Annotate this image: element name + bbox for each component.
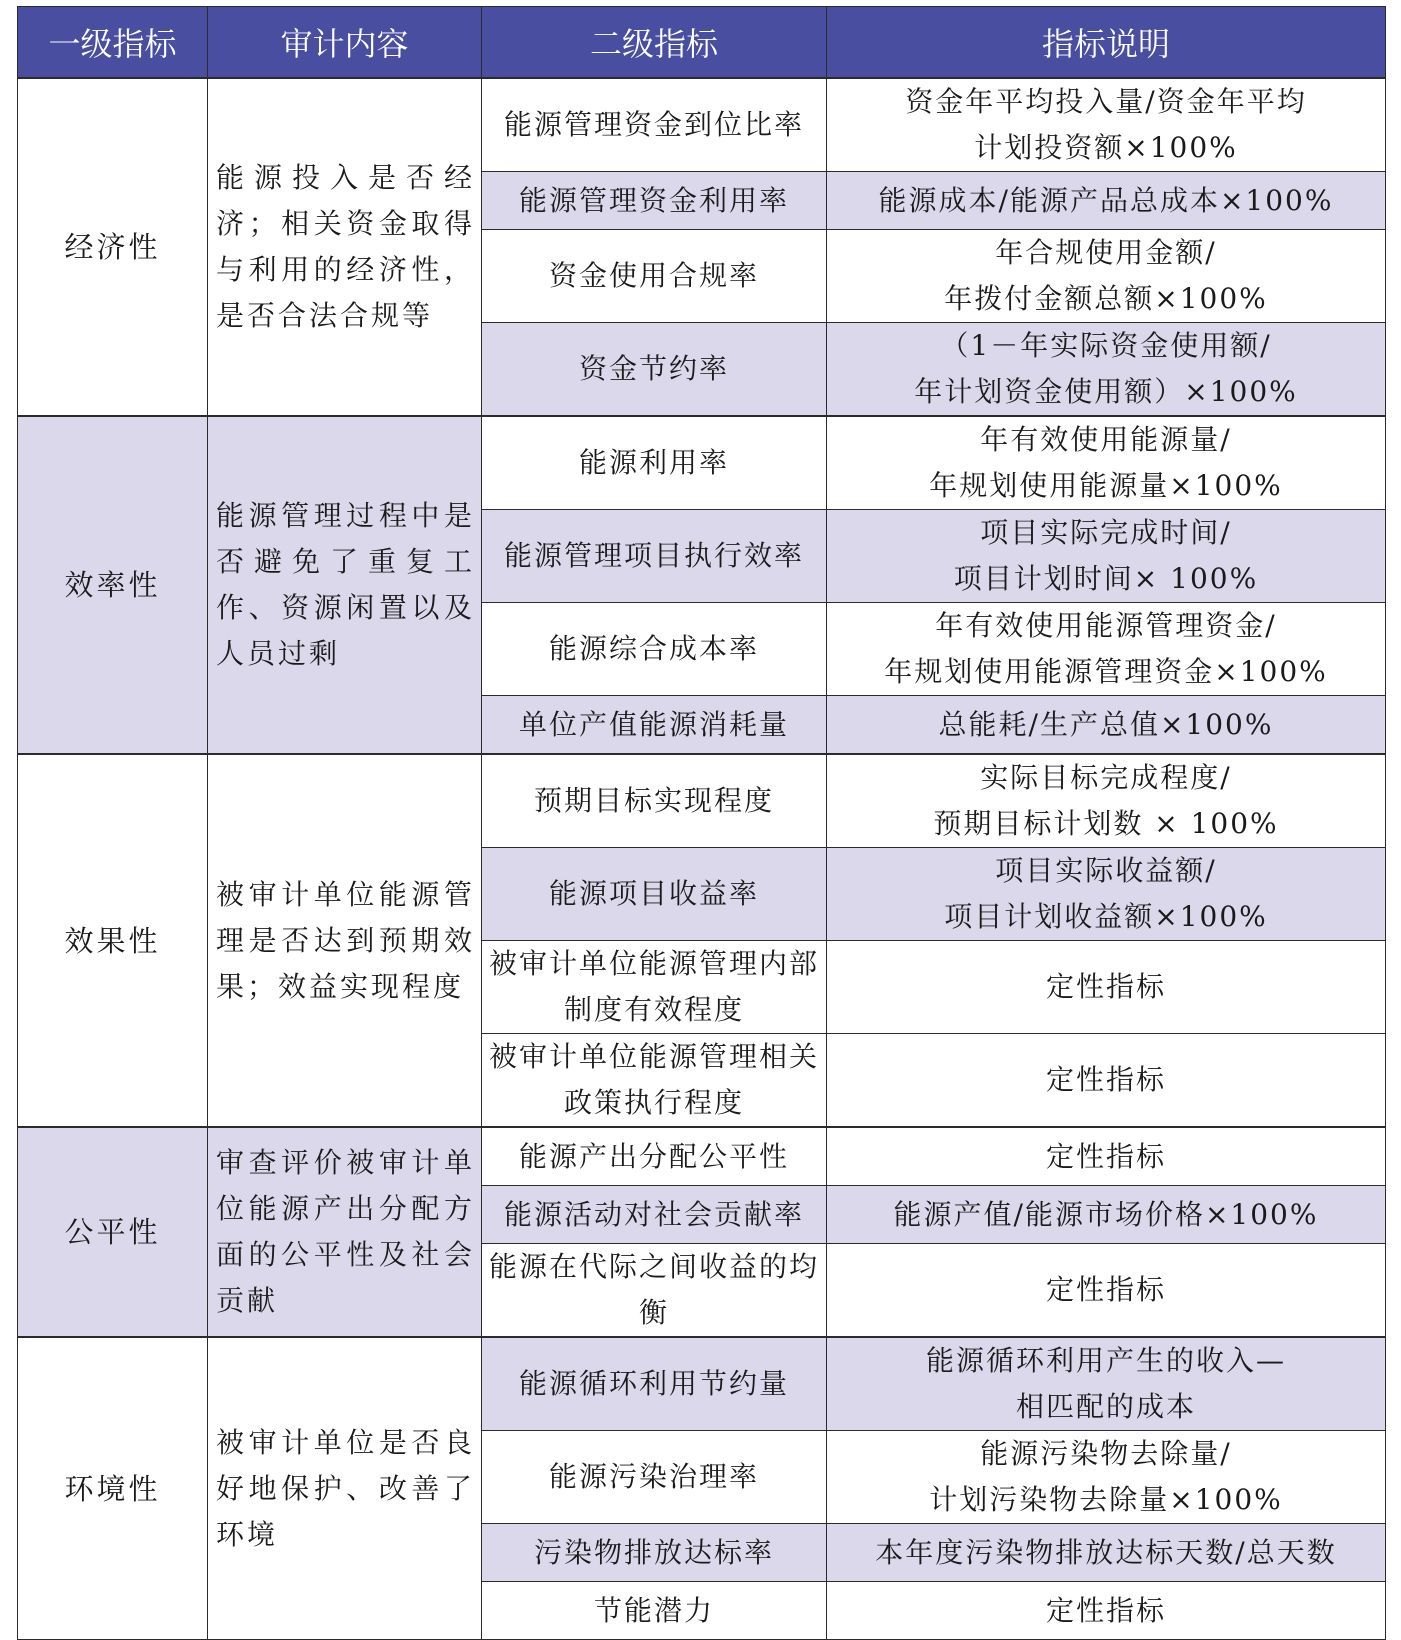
description-cell: 实际目标完成程度/ 预期目标计划数 × 100% [827, 754, 1386, 848]
audit-content-cell: 审查评价被审计单位能源产出分配方面的公平性及社会贡献 [208, 1127, 482, 1337]
table-row [18, 416, 1386, 510]
level2-cell: 单位产值能源消耗量 [482, 696, 827, 755]
level2-cell: 资金节约率 [482, 323, 827, 417]
audit-content-cell: 被审计单位是否良好地保护、改善了环境 [208, 1337, 482, 1640]
level2-cell: 能源循环利用节约量 [482, 1337, 827, 1431]
description-cell: 能源循环利用产生的收入— 相匹配的成本 [827, 1337, 1386, 1431]
audit-content-cell: 能源管理过程中是否避免了重复工作、资源闲置以及人员过剩 [208, 416, 482, 754]
audit-content-cell: 被审计单位能源管理是否达到预期效果；效益实现程度 [208, 754, 482, 1127]
description-cell: 年有效使用能源量/ 年规划使用能源量×100% [827, 416, 1386, 510]
audit-indicator-table [17, 6, 1386, 1640]
description-cell: 定性指标 [827, 1127, 1386, 1186]
level2-cell: 能源综合成本率 [482, 603, 827, 696]
description-cell: 本年度污染物排放达标天数/总天数 [827, 1524, 1386, 1582]
header-audit-content: 审计内容 [208, 7, 482, 79]
level2-cell: 能源活动对社会贡献率 [482, 1186, 827, 1244]
level2-cell: 能源利用率 [482, 416, 827, 510]
level2-cell: 资金使用合规率 [482, 230, 827, 323]
description-cell: 年有效使用能源管理资金/ 年规划使用能源管理资金×100% [827, 603, 1386, 696]
description-cell: （1－年实际资金使用额/ 年计划资金使用额）×100% [827, 323, 1386, 417]
level2-cell: 能源管理项目执行效率 [482, 510, 827, 603]
description-cell: 项目实际收益额/ 项目计划收益额×100% [827, 848, 1386, 941]
description-cell: 定性指标 [827, 1582, 1386, 1640]
table-row [18, 1127, 1386, 1186]
level2-cell: 能源管理资金利用率 [482, 172, 827, 230]
level1-cell: 公平性 [18, 1127, 208, 1337]
level1-cell: 经济性 [18, 78, 208, 416]
table-header-row [18, 7, 1386, 79]
table-row [18, 1337, 1386, 1431]
level2-cell: 被审计单位能源管理内部制度有效程度 [482, 941, 827, 1034]
level2-cell: 能源管理资金到位比率 [482, 78, 827, 172]
description-cell: 定性指标 [827, 1244, 1386, 1338]
level1-cell: 效率性 [18, 416, 208, 754]
table-row [18, 78, 1386, 172]
level1-cell: 效果性 [18, 754, 208, 1127]
description-cell: 总能耗/生产总值×100% [827, 696, 1386, 755]
description-cell: 资金年平均投入量/资金年平均 计划投资额×100% [827, 78, 1386, 172]
description-cell: 定性指标 [827, 1034, 1386, 1128]
header-level2: 二级指标 [482, 7, 827, 79]
header-description: 指标说明 [827, 7, 1386, 79]
header-level1: 一级指标 [18, 7, 208, 79]
description-cell: 能源成本/能源产品总成本×100% [827, 172, 1386, 230]
level2-cell: 能源污染治理率 [482, 1431, 827, 1524]
level2-cell: 污染物排放达标率 [482, 1524, 827, 1582]
description-cell: 能源产值/能源市场价格×100% [827, 1186, 1386, 1244]
audit-content-cell: 能源投入是否经济；相关资金取得与利用的经济性，是否合法合规等 [208, 78, 482, 416]
level2-cell: 被审计单位能源管理相关政策执行程度 [482, 1034, 827, 1128]
level2-cell: 能源产出分配公平性 [482, 1127, 827, 1186]
description-cell: 项目实际完成时间/ 项目计划时间× 100% [827, 510, 1386, 603]
description-cell: 能源污染物去除量/ 计划污染物去除量×100% [827, 1431, 1386, 1524]
table-row [18, 754, 1386, 848]
description-cell: 年合规使用金额/ 年拨付金额总额×100% [827, 230, 1386, 323]
level1-cell: 环境性 [18, 1337, 208, 1640]
level2-cell: 能源项目收益率 [482, 848, 827, 941]
level2-cell: 节能潜力 [482, 1582, 827, 1640]
description-cell: 定性指标 [827, 941, 1386, 1034]
level2-cell: 预期目标实现程度 [482, 754, 827, 848]
level2-cell: 能源在代际之间收益的均衡 [482, 1244, 827, 1338]
